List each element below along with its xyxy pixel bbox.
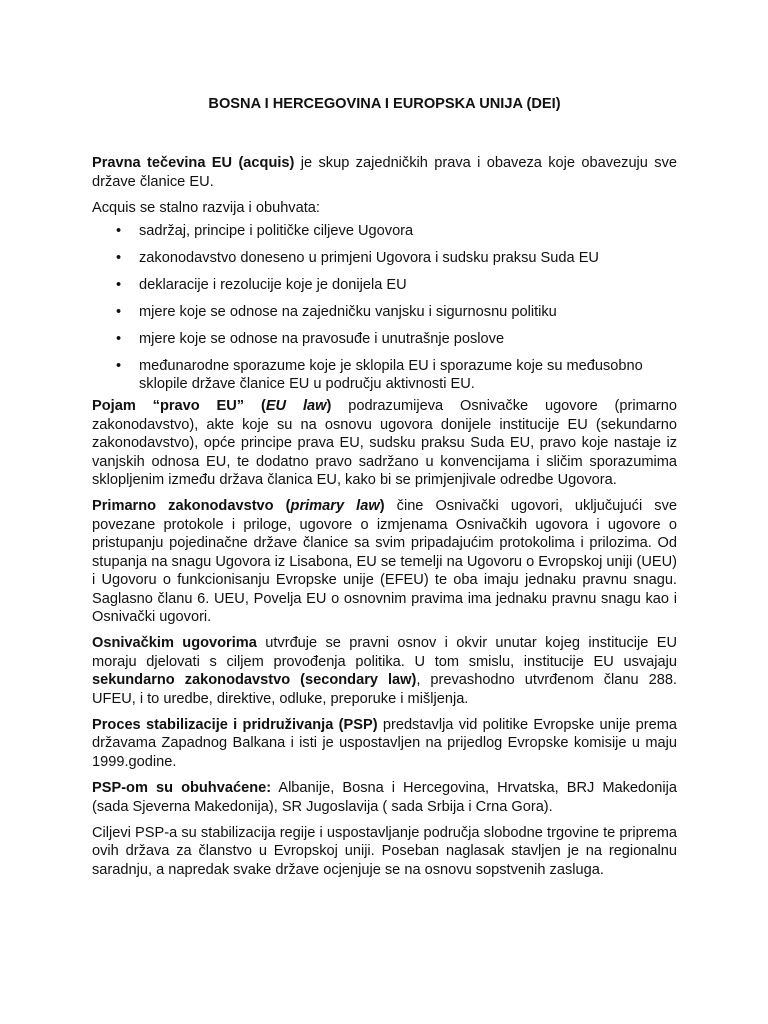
paragraph-founding-treaties: Osnivačkim ugovorima utvrđuje se pravni osnov i okvir unutar kojeg institucije EU moraju djelovati s ciljem provođenja politika. U tom smislu, institucije EU usvajaju sekundarno zakonodavstvo (secondary law), prevashodno utvrđenom članu 288. UFEU, i to uredbe, direktive, odluke, preporuke i mišljenja. bbox=[92, 635, 678, 707]
document-title: BOSNA I HERCEGOVINA I EUROPSKA UNIJA (DEI) bbox=[208, 96, 561, 112]
term-acquis: Pravna tečevina EU (acquis) bbox=[92, 155, 295, 172]
acquis-list bbox=[92, 222, 677, 394]
list-item: • mjere koje se odnose na pravosuđe i unutrašnje poslove bbox=[139, 330, 677, 348]
paragraph-acquis-intro: Acquis se stalno razvija i obuhvata: bbox=[92, 200, 320, 217]
list-item: • deklaracije i rezolucije koje je donijela EU bbox=[139, 276, 677, 294]
paragraph-psp-goals: Ciljevi PSP-a su stabilizacija regije i uspostavljanje područja slobodne trgovine te priprema ovih država za članstvo u Evropskoj uniji. Poseban naglasak stavljen je na regionalnu saradnju, a napredak svake države ocjenjuje se na osnovu sopstvenih zasluga. bbox=[92, 824, 677, 878]
list-item: • mjere koje se odnose na zajedničku vanjsku i sigurnosnu politiku bbox=[139, 303, 677, 321]
paragraph-psp-countries: PSP-om su obuhvaćene: Albanije, Bosna i Hercegovina, Hrvatska, BRJ Makedonija (sada Sjeverna Makedonija), SR Jugoslavija ( sada Srbija i Crna Gora). bbox=[92, 780, 678, 815]
list-item: • sadržaj, principe i političke ciljeve Ugovora bbox=[139, 222, 677, 240]
paragraph-eu-law: Pojam “pravo EU” (EU law) podrazumijeva Osnivačke ugovore (primarno zakonodavstvo), akte koje su na osnovu ugovora donijele institucije EU (sekundarno zakonodavstvo), opće principe prava EU, sudsku praksu Suda EU, pravo koje nastaje iz vanjskih odnosa EU, te dodatno pravo sadržano u konvencijama i sličim sporazumima sklopljenim između država članica EU, kako bi se primjenjivale odredbe Ugovora. bbox=[92, 398, 677, 489]
paragraph-primary-law: Primarno zakonodavstvo (primary law) čine Osnivački ugovori, uključujući sve povezane protokole i priloge, ugovore o izmjenama Osnivačkih ugovora i ugovore o pristupanju pojedinačne države članice sa svim pripadajućim protokolima i prilozima. Od stupanja na snagu Ugovora iz Lisabona, EU se temelji na Ugovoru o Evropskoj uniji (UEU) i Ugovoru o funkcionisanju Evropske unije (EFEU) te oba imaju jednaku pravnu snagu. Saglasno članu 6. UEU, Povelja EU o osnovnim pravima ima jednaku pravnu snagu kao i Osnivački ugovori. bbox=[92, 498, 677, 625]
list-item: • međunarodne sporazume koje je sklopila EU i sporazume koje su međusobno sklopile države članice EU u području aktivnosti EU. bbox=[139, 357, 677, 394]
paragraph-psp: Proces stabilizacije i pridruživanja (PSP) predstavlja vid politike Evropske unije prema državama Zapadnog Balkana i isti je uspostavljen na prijedlog Evropske komisije u maju 1999.godine. bbox=[92, 716, 677, 770]
list-item: • zakonodavstvo doneseno u primjeni Ugovora i sudsku praksu Suda EU bbox=[139, 249, 677, 267]
paragraph-acquis-definition: Pravna tečevina EU (acquis) je skup zajedničkih prava i obaveza koje obavezuju sve države članice EU. bbox=[92, 155, 677, 190]
